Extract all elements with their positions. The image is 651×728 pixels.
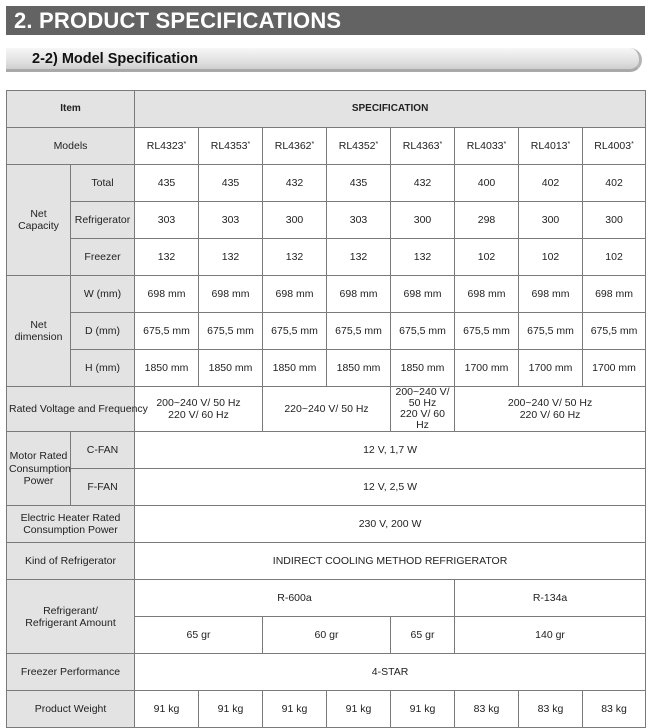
subsection-title: 2-2) Model Specification xyxy=(6,48,642,72)
model-cell: RL4033* xyxy=(455,128,519,165)
net-capacity-refrigerator-row xyxy=(7,202,646,239)
table-cell: 300 xyxy=(263,202,327,239)
table-cell: 698 mm xyxy=(583,276,646,313)
freezer-performance-label: Freezer Performance xyxy=(7,654,135,691)
d-label: D (mm) xyxy=(71,313,135,350)
table-cell: 83 kg xyxy=(583,691,646,728)
table-cell: 298 xyxy=(455,202,519,239)
refrigerant-amount-1: 65 gr xyxy=(135,617,263,654)
item-header: Item xyxy=(7,91,135,128)
table-cell: 402 xyxy=(519,165,583,202)
h-label: H (mm) xyxy=(71,350,135,387)
table-cell: 91 kg xyxy=(199,691,263,728)
net-capacity-label: Net Capacity xyxy=(7,165,71,276)
table-cell: 698 mm xyxy=(391,276,455,313)
model-cell: RL4362* xyxy=(263,128,327,165)
table-cell: 675,5 mm xyxy=(263,313,327,350)
table-cell: 132 xyxy=(199,239,263,276)
net-dimension-h-row xyxy=(7,350,646,387)
table-cell: 675,5 mm xyxy=(391,313,455,350)
table-cell: 675,5 mm xyxy=(519,313,583,350)
table-cell: 132 xyxy=(391,239,455,276)
ffan-value: 12 V, 2,5 W xyxy=(135,469,646,506)
table-cell: 1700 mm xyxy=(455,350,519,387)
table-cell: 102 xyxy=(519,239,583,276)
models-label: Models xyxy=(7,128,135,165)
specification-header: SPECIFICATION xyxy=(135,91,646,128)
model-cell: RL4353* xyxy=(199,128,263,165)
table-cell: 1850 mm xyxy=(327,350,391,387)
table-cell: 300 xyxy=(519,202,583,239)
refrigerant-type-2: R-134a xyxy=(455,580,646,617)
table-cell: 83 kg xyxy=(455,691,519,728)
voltage-group-4: 200~240 V/ 50 Hz 220 V/ 60 Hz xyxy=(455,387,646,432)
refrigerant-label: Refrigerant/ Refrigerant Amount xyxy=(7,580,135,654)
refrigerator-label: Refrigerator xyxy=(71,202,135,239)
table-cell: 675,5 mm xyxy=(135,313,199,350)
table-cell: 698 mm xyxy=(327,276,391,313)
net-capacity-freezer-row xyxy=(7,239,646,276)
refrigerant-type-row xyxy=(7,580,646,617)
table-cell: 102 xyxy=(455,239,519,276)
heater-label: Electric Heater Rated Consumption Power xyxy=(7,506,135,543)
table-cell: 1850 mm xyxy=(135,350,199,387)
table-cell: 132 xyxy=(327,239,391,276)
table-cell: 675,5 mm xyxy=(455,313,519,350)
table-cell: 303 xyxy=(327,202,391,239)
refrigerant-amount-4: 140 gr xyxy=(455,617,646,654)
kind-value: INDIRECT COOLING METHOD REFRIGERATOR xyxy=(135,543,646,580)
net-capacity-total-row xyxy=(7,165,646,202)
table-cell: 698 mm xyxy=(135,276,199,313)
table-cell: 1850 mm xyxy=(391,350,455,387)
table-cell: 400 xyxy=(455,165,519,202)
table-cell: 303 xyxy=(199,202,263,239)
motor-power-label: Motor Rated Consumption Power xyxy=(7,432,71,506)
table-cell: 675,5 mm xyxy=(199,313,263,350)
net-dimension-label: Net dimension xyxy=(7,276,71,387)
table-cell: 432 xyxy=(391,165,455,202)
specification-table xyxy=(6,90,646,728)
freezer-label: Freezer xyxy=(71,239,135,276)
voltage-group-1: 200~240 V/ 50 Hz 220 V/ 60 Hz xyxy=(135,387,263,432)
table-cell: 435 xyxy=(135,165,199,202)
models-row xyxy=(7,128,646,165)
model-cell: RL4323* xyxy=(135,128,199,165)
table-cell: 675,5 mm xyxy=(327,313,391,350)
model-cell: RL4352* xyxy=(327,128,391,165)
w-label: W (mm) xyxy=(71,276,135,313)
table-cell: 102 xyxy=(583,239,646,276)
table-cell: 91 kg xyxy=(263,691,327,728)
motor-cfan-row xyxy=(7,432,646,469)
voltage-group-3: 200~240 V/ 50 Hz 220 V/ 60 Hz xyxy=(391,387,455,432)
table-cell: 1700 mm xyxy=(583,350,646,387)
rated-voltage-row xyxy=(7,387,646,432)
table-cell: 435 xyxy=(199,165,263,202)
heater-row xyxy=(7,506,646,543)
heater-value: 230 V, 200 W xyxy=(135,506,646,543)
total-label: Total xyxy=(71,165,135,202)
cfan-value: 12 V, 1,7 W xyxy=(135,432,646,469)
refrigerant-type-1: R-600a xyxy=(135,580,455,617)
freezer-performance-value: 4-STAR xyxy=(135,654,646,691)
model-cell: RL4363* xyxy=(391,128,455,165)
table-cell: 91 kg xyxy=(327,691,391,728)
table-cell: 132 xyxy=(263,239,327,276)
table-cell: 698 mm xyxy=(455,276,519,313)
rated-voltage-label: Rated Voltage and Frequency xyxy=(7,387,135,432)
freezer-performance-row xyxy=(7,654,646,691)
net-dimension-d-row xyxy=(7,313,646,350)
model-cell: RL4003* xyxy=(583,128,646,165)
table-cell: 91 kg xyxy=(391,691,455,728)
weight-row xyxy=(7,691,646,728)
table-cell: 1700 mm xyxy=(519,350,583,387)
table-cell: 402 xyxy=(583,165,646,202)
table-cell: 698 mm xyxy=(263,276,327,313)
weight-label: Product Weight xyxy=(7,691,135,728)
cfan-label: C-FAN xyxy=(71,432,135,469)
table-cell: 698 mm xyxy=(199,276,263,313)
kind-label: Kind of Refrigerator xyxy=(7,543,135,580)
table-cell: 698 mm xyxy=(519,276,583,313)
table-cell: 675,5 mm xyxy=(583,313,646,350)
table-cell: 435 xyxy=(327,165,391,202)
table-cell: 132 xyxy=(135,239,199,276)
motor-ffan-row xyxy=(7,469,646,506)
table-cell: 303 xyxy=(135,202,199,239)
model-cell: RL4013* xyxy=(519,128,583,165)
table-cell: 83 kg xyxy=(519,691,583,728)
table-cell: 1850 mm xyxy=(199,350,263,387)
table-cell: 432 xyxy=(263,165,327,202)
kind-row xyxy=(7,543,646,580)
refrigerant-amount-3: 65 gr xyxy=(391,617,455,654)
net-dimension-w-row xyxy=(7,276,646,313)
table-cell: 91 kg xyxy=(135,691,199,728)
voltage-group-2: 220~240 V/ 50 Hz xyxy=(263,387,391,432)
section-title: 2. PRODUCT SPECIFICATIONS xyxy=(6,6,645,35)
table-cell: 300 xyxy=(391,202,455,239)
refrigerant-amount-2: 60 gr xyxy=(263,617,391,654)
table-cell: 1850 mm xyxy=(263,350,327,387)
ffan-label: F-FAN xyxy=(71,469,135,506)
table-cell: 300 xyxy=(583,202,646,239)
